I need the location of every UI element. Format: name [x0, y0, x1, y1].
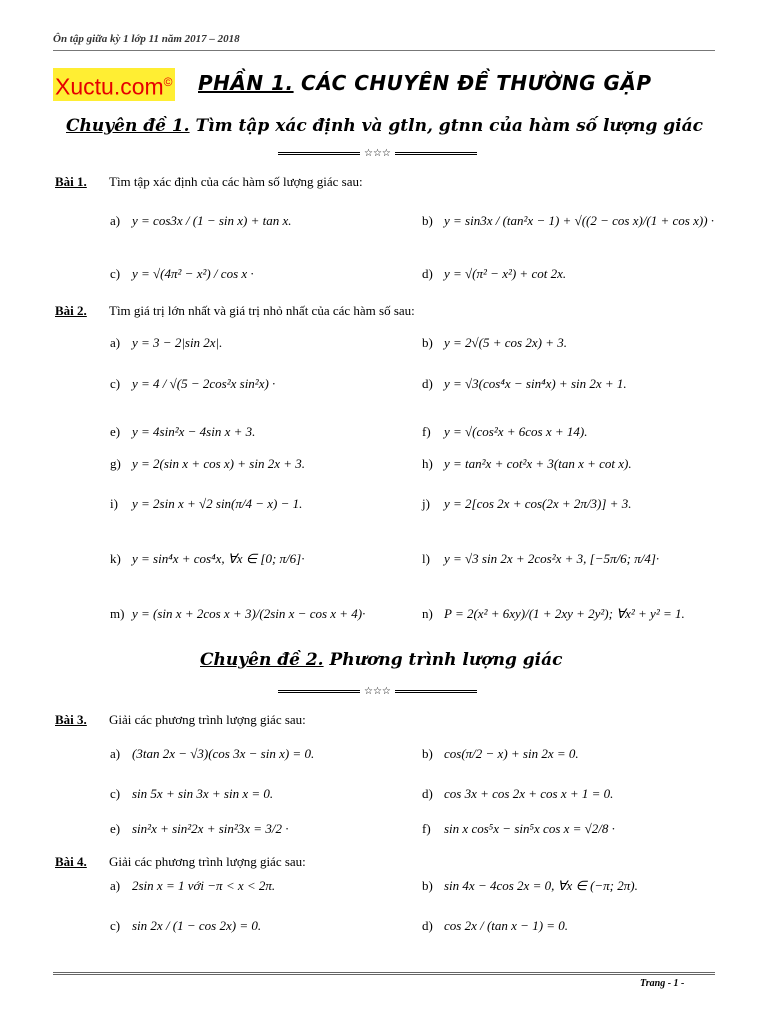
question-expression: cos 3x + cos 2x + cos x + 1 = 0.: [444, 786, 614, 801]
question-label: c): [110, 786, 121, 801]
question-item: [422, 376, 627, 392]
question-label: h): [422, 456, 433, 471]
question-label: b): [422, 746, 433, 761]
question-item: [422, 551, 659, 567]
question-item: [422, 746, 579, 762]
question-label: a): [110, 335, 121, 350]
question-item: [422, 878, 638, 894]
part-title: [198, 71, 652, 95]
question-expression: y = √(π² − x²) + cot 2x.: [444, 266, 567, 281]
question-item: [110, 606, 365, 622]
question-label: c): [110, 266, 121, 281]
brand-mark: ©: [163, 75, 173, 89]
question-label: c): [110, 918, 121, 933]
part-heading: CÁC CHUYÊN ĐỀ THƯỜNG GẶP: [293, 71, 652, 95]
question-item: [110, 335, 222, 351]
section-divider: [278, 148, 477, 159]
divider-line: [278, 152, 360, 155]
question-label: a): [110, 746, 121, 761]
question-item: [422, 456, 632, 472]
divider-line: [278, 690, 360, 693]
question-expression: y = 2sin x + √2 sin(π/4 − x) − 1.: [132, 496, 303, 511]
topic-1-label: Chuyên đề 1.: [66, 116, 190, 136]
question-expression: y = sin3x / (tan²x − 1) + √((2 − cos x)/(1 + cos x)) ·: [444, 213, 715, 228]
question-label: d): [422, 376, 433, 391]
question-label: n): [422, 606, 433, 621]
question-expression: y = 4 / √(5 − 2cos²x sin²x) ·: [132, 376, 276, 391]
question-label: g): [110, 456, 121, 471]
question-expression: y = 4sin²x − 4sin x + 3.: [132, 424, 256, 439]
question-expression: y = √3 sin 2x + 2cos²x + 3, [−5π/6; π/4]·: [444, 551, 660, 566]
header-rule: [53, 50, 715, 51]
question-expression: 2sin x = 1 với −π < x < 2π.: [132, 878, 276, 893]
question-label: b): [422, 878, 433, 893]
exercise-prompt: Tìm tập xác định của các hàm số lượng giác sau:: [109, 174, 363, 189]
question-item: [422, 496, 631, 512]
question-item: [110, 746, 314, 762]
question-label: c): [110, 376, 121, 391]
question-label: d): [422, 266, 433, 281]
section-divider: [278, 686, 477, 697]
exercise-prompt: Giải các phương trình lượng giác sau:: [109, 712, 306, 727]
question-expression: y = 3 − 2|sin 2x|.: [132, 335, 223, 350]
question-label: a): [110, 213, 121, 228]
question-expression: sin 2x / (1 − cos 2x) = 0.: [132, 918, 262, 933]
question-item: [422, 266, 566, 282]
question-expression: sin 4x − 4cos 2x = 0, ∀x ∈ (−π; 2π).: [444, 878, 638, 893]
question-label: i): [110, 496, 118, 511]
question-item: [110, 266, 254, 282]
topic-1-title: [66, 116, 703, 136]
question-expression: y = tan²x + cot²x + 3(tan x + cot x).: [444, 456, 632, 471]
page-number: Trang - 1 -: [640, 978, 685, 989]
question-label: d): [422, 786, 433, 801]
divider-line: [395, 152, 477, 155]
divider-line: [395, 690, 477, 693]
question-item: [110, 551, 304, 567]
question-label: f): [422, 424, 431, 439]
question-expression: sin²x + sin²2x + sin²3x = 3/2 ·: [132, 821, 289, 836]
question-expression: cos(π/2 − x) + sin 2x = 0.: [444, 746, 579, 761]
question-label: a): [110, 878, 121, 893]
exercise-number: Bài 1.: [55, 174, 87, 189]
question-expression: (3tan 2x − √3)(cos 3x − sin x) = 0.: [132, 746, 315, 761]
question-item: [110, 456, 305, 472]
question-item: [110, 821, 288, 837]
topic-1-heading: Tìm tập xác định và gtln, gtnn của hàm số lượng giác: [189, 116, 703, 136]
brand-name: Xuctu.com: [55, 73, 164, 100]
exercise-heading: [55, 174, 363, 190]
question-expression: sin x cos⁵x − sin⁵x cos x = √2/8 ·: [444, 821, 615, 836]
exercise-number: Bài 3.: [55, 712, 87, 727]
question-item: [422, 786, 613, 802]
exercise-prompt: Giải các phương trình lượng giác sau:: [109, 854, 306, 869]
running-header: Ôn tập giữa kỳ 1 lớp 11 năm 2017 – 2018: [53, 33, 240, 45]
exercise-prompt: Tìm giá trị lớn nhất và giá trị nhỏ nhất của các hàm số sau:: [109, 303, 415, 318]
divider-stars: ☆☆☆: [364, 148, 391, 159]
question-label: k): [110, 551, 121, 566]
question-item: [110, 496, 302, 512]
question-label: f): [422, 821, 431, 836]
question-label: d): [422, 918, 433, 933]
question-item: [110, 878, 275, 894]
question-item: [422, 424, 587, 440]
question-item: [110, 786, 273, 802]
question-label: l): [422, 551, 430, 566]
exercise-number: Bài 4.: [55, 854, 87, 869]
question-item: [110, 424, 255, 440]
footer-rule: [53, 972, 715, 975]
question-expression: cos 2x / (tan x − 1) = 0.: [444, 918, 569, 933]
question-expression: y = √3(cos⁴x − sin⁴x) + sin 2x + 1.: [444, 376, 627, 391]
topic-2-heading: Phương trình lượng giác: [323, 650, 563, 670]
question-label: e): [110, 424, 121, 439]
question-expression: y = 2√(5 + cos 2x) + 3.: [444, 335, 567, 350]
question-expression: y = 2(sin x + cos x) + sin 2x + 3.: [132, 456, 305, 471]
question-label: e): [110, 821, 121, 836]
question-item: [422, 335, 567, 351]
question-expression: y = cos3x / (1 − sin x) + tan x.: [132, 213, 292, 228]
brand-logo: [53, 68, 175, 101]
question-expression: sin 5x + sin 3x + sin x = 0.: [132, 786, 274, 801]
question-label: j): [422, 496, 430, 511]
question-item: [422, 606, 685, 622]
question-label: b): [422, 213, 433, 228]
question-item: [110, 213, 292, 229]
question-item: [110, 376, 275, 392]
question-item: [422, 918, 568, 934]
question-label: m): [110, 606, 125, 621]
question-expression: P = 2(x² + 6xy)/(1 + 2xy + 2y²); ∀x² + y² = 1.: [444, 606, 685, 621]
part-label: PHẦN 1.: [198, 71, 294, 95]
question-expression: y = √(cos²x + 6cos x + 14).: [444, 424, 588, 439]
question-item: [422, 213, 714, 229]
divider-stars: ☆☆☆: [364, 686, 391, 697]
question-expression: y = sin⁴x + cos⁴x, ∀x ∈ [0; π/6]·: [132, 551, 305, 566]
exercise-number: Bài 2.: [55, 303, 87, 318]
question-item: [110, 918, 261, 934]
question-expression: y = (sin x + 2cos x + 3)/(2sin x − cos x + 4)·: [132, 606, 366, 621]
exercise-heading: [55, 303, 415, 319]
question-label: b): [422, 335, 433, 350]
question-item: [422, 821, 615, 837]
question-expression: y = 2[cos 2x + cos(2x + 2π/3)] + 3.: [444, 496, 632, 511]
exercise-heading: [55, 712, 306, 728]
exercise-heading: [55, 854, 306, 870]
topic-2-label: Chuyên đề 2.: [200, 650, 324, 670]
question-expression: y = √(4π² − x²) / cos x ·: [132, 266, 254, 281]
topic-2-title: [200, 650, 562, 670]
